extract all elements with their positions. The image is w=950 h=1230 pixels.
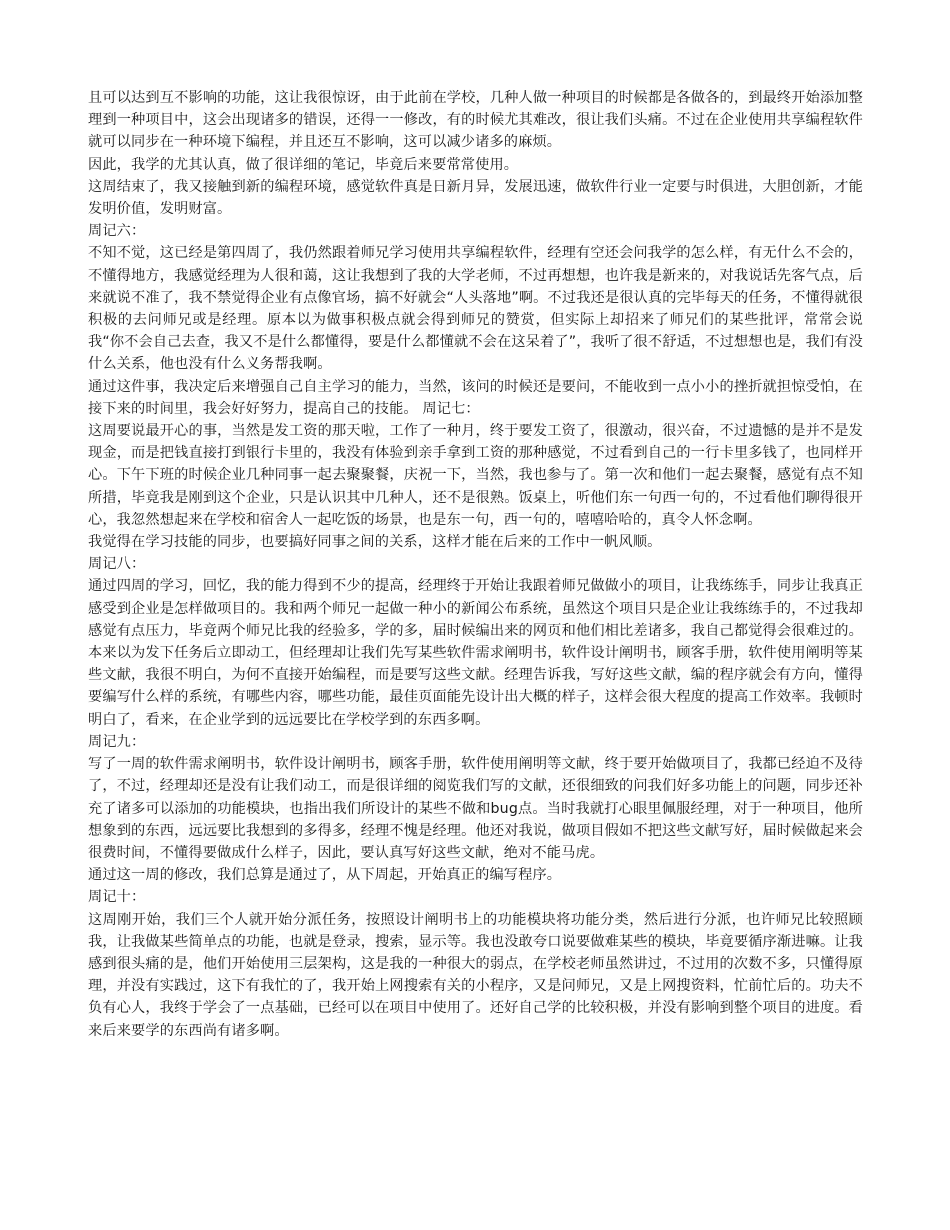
paragraph: 这周结束了，我又接触到新的编程环境，感觉软件真是日新月异，发展迅速，做软件行业一定要与时俱进，大胆创新，才能发明价值，发明财富。 bbox=[88, 178, 863, 218]
paragraph: 写了一周的软件需求阐明书，软件设计阐明书，顾客手册，软件使用阐明等文献，终于要开始做项目了，我都已经迫不及待了，不过，经理却还是没有让我们动工，而是很详细的阅览我们写的文献，还很细致的问我们好多功能上的问题，同步还补充了诸多可以添加的功能模块，也指出我们所设计的某些不做和bug点。当时我就打心眼里佩服经理，对于一种项目，他所想象到的东西，远远要比我想到的多得多，经理不愧是经理。他还对我说，做项目假如不把这些文献写好，届时候做起来会很费时间，不懂得要做成什么样子，因此，要认真写好这些文献，绝对不能马虎。 bbox=[88, 756, 863, 861]
paragraph: 且可以达到互不影响的功能，这让我很惊讶，由于此前在学校，几种人做一种项目的时候都是各做各的，到最终开始添加整理到一种项目中，这会出现诸多的错误，还得一一修改，有的时候尤其难改，很让我们头痛。不过在企业使用共享编程软件就可以同步在一种环境下编程，并且还互不影响，这可以减少诸多的麻烦。 bbox=[88, 90, 863, 151]
section-heading: 周记六： bbox=[88, 223, 146, 240]
section-heading: 周记八： bbox=[88, 556, 146, 573]
section-heading: 周记十： bbox=[88, 889, 146, 906]
section-heading: 周记九： bbox=[88, 733, 146, 750]
paragraph: 通过这一周的修改，我们总算是通过了，从下周起，开始真正的编写程序。 bbox=[88, 867, 562, 884]
paragraph: 通过四周的学习，回忆，我的能力得到不少的提高，经理终于开始让我跟着师兄做做小的项目，让我练练手，同步让我真正感受到企业是怎样做项目的。我和两个师兄一起做一种小的新闻公布系统，虽然这个项目只是企业让我练练手的，不过我却感觉有点压力，毕竟两个师兄比我的经验多，学的多，届时候编出来的网页和他们相比差诸多，我自己都觉得会很难过的。本来以为发下任务后立即动工，但经理却让我们先写某些软件需求阐明书，软件设计阐明书，顾客手册，软件使用阐明等某些文献，我很不明白，为何不直接开始编程，而是要写这些文献。经理告诉我，写好这些文献，编的程序就会有方向，懂得要编写什么样的系统，有哪些内容，哪些功能，最佳页面能先设计出大概的样子，这样会很大程度的提高工作效率。我顿时明白了，看来，在企业学到的远远要比在学校学到的东西多啊。 bbox=[88, 578, 863, 728]
paragraph: 不知不觉，这已经是第四周了，我仍然跟着师兄学习使用共享编程软件，经理有空还会问我学的怎么样，有无什么不会的，不懂得地方，我感觉经理为人很和蔼，这让我想到了我的大学老师，不过再想想，也许我是新来的，对我说话先客气点，后来就说不准了，我不禁觉得企业有点像官场，搞不好就会“人头落地”啊。不过我还是很认真的完毕每天的任务，不懂得就很积极的去问师兄或是经理。原本以为做事积极点就会得到师兄的赞赏，但实际上却招来了师兄们的某些批评，常常会说我“你不会自己去查，我又不是什么都懂得，要是什么都懂就不会在这呆着了”，我听了很不舒适，不过想想也是，我们有没什么关系，他也没有什么义务帮我啊。 bbox=[88, 245, 863, 373]
paragraph: 因此，我学的尤其认真，做了很详细的笔记，毕竟后来要常常使用。 bbox=[88, 156, 519, 173]
document-body bbox=[88, 87, 863, 1042]
paragraph: 我觉得在学习技能的同步，也要搞好同事之间的关系，这样才能在后来的工作中一帆风顺。 bbox=[88, 534, 662, 551]
paragraph: 通过这件事，我决定后来增强自己自主学习的能力，当然，该问的时候还是要问，不能收到一点小小的挫折就担惊受怕，在接下来的时间里，我会好好努力，提高自己的技能。 周记七： bbox=[88, 378, 863, 417]
paragraph: 这周刚开始，我们三个人就开始分派任务，按照设计阐明书上的功能模块将功能分类，然后进行分派，也许师兄比较照顾我，让我做某些简单点的功能，也就是登录，搜索，显示等。我也没敢夸口说要做难某些的模块，毕竟要循序渐进嘛。让我感到很头痛的是，他们开始使用三层架构，这是我的一种很大的弱点，在学校老师虽然讲过，不过用的次数不多，只懂得原理，并没有实践过，这下有我忙的了，我开始上网搜索有关的小程序，又是问师兄，又是上网搜资料，忙前忙后的。功夫不负有心人，我终于学会了一点基础，已经可以在项目中使用了。还好自己学的比较积极，并没有影响到整个项目的进度。看来后来要学的东西尚有诸多啊。 bbox=[88, 911, 863, 1039]
paragraph: 这周要说最开心的事，当然是发工资的那天啦，工作了一种月，终于要发工资了，很激动，很兴奋，不过遗憾的是并不是发现金，而是把钱直接打到银行卡里的，我没有体验到亲手拿到工资的那种感觉，不过看到自己的一行卡里多钱了，也同样开心。下午下班的时候企业几种同事一起去聚聚餐，庆祝一下，当然，我也参与了。第一次和他们一起去聚餐，感觉有点不知所措，毕竟我是刚到这个企业，只是认识其中几种人，还不是很熟。饭桌上，听他们东一句西一句的，不过看他们聊得很开心，我忽然想起来在学校和宿舍人一起吃饭的场景，也是东一句，西一句的，嘻嘻哈哈的，真令人怀念啊。 bbox=[88, 423, 863, 528]
